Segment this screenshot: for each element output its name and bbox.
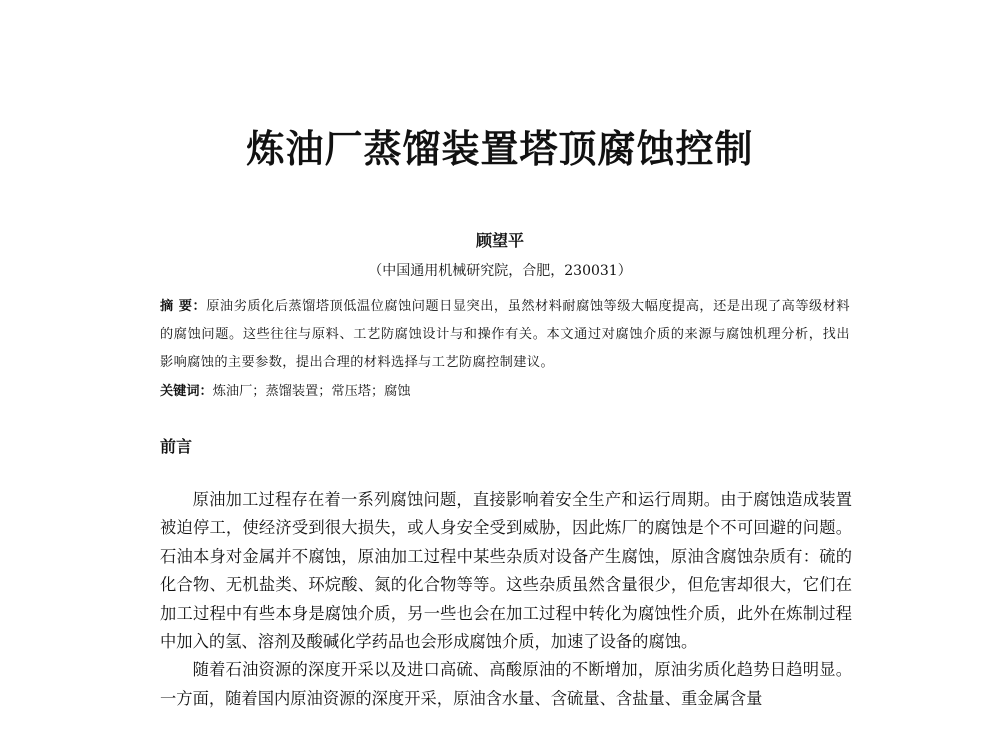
- abstract-text: 原油劣质化后蒸馏塔顶低温位腐蚀问题日显突出，虽然材料耐腐蚀等级大幅度提高，还是出现了高等级材料的腐蚀问题。这些往往与原料、工艺防腐蚀设计与和操作有关。本文通过对腐蚀介质的来源与腐蚀机理分析，找出影响腐蚀的主要参数，提出合理的材料选择与工艺防腐控制建议。: [160, 299, 851, 370]
- body-paragraph: 原油加工过程存在着一系列腐蚀问题，直接影响着安全生产和运行周期。由于腐蚀造成装置被迫停工，使经济受到很大损失，或人身安全受到威胁，因此炼厂的腐蚀是个不可回避的问题。石油本身对金属并不腐蚀，原油加工过程中某些杂质对设备产生腐蚀，原油含腐蚀杂质有：硫的化合物、无机盐类、环烷酸、氮的化合物等等。这些杂质虽然含量很少，但危害却很大，它们在加工过程中有些本身是腐蚀介质，另一些也会在加工过程中转化为腐蚀性介质，此外在炼制过程中加入的氢、溶剂及酸碱化学药品也会形成腐蚀介质，加速了设备的腐蚀。: [160, 490, 852, 652]
- section-body: [160, 486, 852, 713]
- abstract: [160, 293, 850, 377]
- author-name: 顾望平: [475, 231, 524, 250]
- paper-title: 炼油厂蒸馏装置塔顶腐蚀控制: [246, 127, 754, 171]
- section-heading: 前言: [160, 437, 193, 456]
- abstract-label: 摘 要：: [160, 299, 207, 314]
- keywords: [160, 381, 850, 403]
- body-paragraph: 随着石油资源的深度开采以及进口高硫、高酸原油的不断增加，原油劣质化趋势日趋明显。一方面，随着国内原油资源的深度开采，原油含水量、含硫量、含盐量、重金属含量: [160, 660, 852, 708]
- keywords-text: 炼油厂；蒸馏装置；常压塔；腐蚀: [212, 384, 411, 399]
- keywords-label: 关键词：: [160, 384, 213, 399]
- author-affiliation: （中国通用机械研究院，合肥，230031）: [368, 263, 632, 279]
